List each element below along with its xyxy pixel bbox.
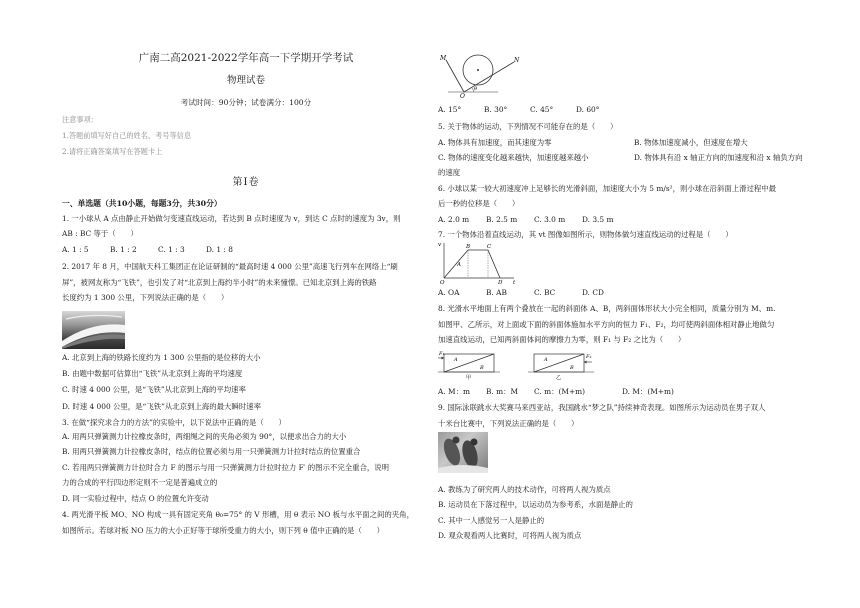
q6-option: D. 3.5 m bbox=[582, 215, 614, 224]
q8-option: D. M：(M+m) bbox=[622, 387, 674, 396]
inclines-figure-jia bbox=[438, 346, 500, 380]
q4-stem: 如图所示。若球对板 NO 压力的大小正好等于球所受重力的大小，则下列 θ 值中正确的是（ ） bbox=[62, 526, 385, 535]
fig-label-a: A bbox=[544, 357, 548, 363]
q2-option: B. 由题中数据可估算出“飞铁”从北京到上海的平均速度 bbox=[62, 369, 243, 378]
fig-label-m: M bbox=[440, 55, 447, 62]
q7-options bbox=[438, 288, 630, 298]
q6-option: C. 3.0 m bbox=[534, 215, 566, 224]
fig-label-f2: F₂ bbox=[586, 354, 592, 360]
part-heading: 第Ⅰ卷 bbox=[232, 177, 260, 188]
q1-stem: 1. 一小球从 A 点由静止开始做匀变速直线运动，若达到 B 点时速度为 v，到达 C 点时的速度为 3v，则 bbox=[62, 214, 401, 223]
q5-stem: 5. 关于物体的运动，下列情况不可能存在的是（ ） bbox=[438, 122, 618, 131]
q1-option: D. 1 : 8 bbox=[206, 245, 233, 254]
q9-option: A. 教练为了研究两人的技术动作，可将两人视为质点 bbox=[438, 485, 611, 494]
section-heading: 一、单选题（共10小题，每题3分，共30分） bbox=[62, 199, 222, 208]
q1-stem: AB : BC 等于（ ） bbox=[62, 229, 138, 238]
q2-option: D. 时速 4 000 公里，是“飞铁”从北京到上海的最大瞬时速率 bbox=[62, 402, 261, 411]
exam-title: 广南二高2021-2022学年高一下学期开学考试 bbox=[138, 52, 354, 64]
q5-option: A. 物体具有加速度，而其速度为零 bbox=[438, 138, 552, 147]
fig-label-n: N bbox=[514, 57, 520, 64]
q2-option: A. 北京到上海的铁路长度约为 1 300 公里指的是位移的大小 bbox=[62, 353, 261, 362]
q7-option: B. AB bbox=[486, 288, 507, 297]
fig-label-o: O bbox=[460, 93, 465, 98]
note-item: 2.请将正确答案填写在答题卡上 bbox=[62, 147, 163, 156]
q8-stem: 8. 光滑水平地面上有两个叠放在一起的斜面体 A、B，两斜面体形状大小完全相同，质量分别为 M、m. bbox=[438, 304, 776, 313]
vt-graph-figure bbox=[438, 240, 518, 284]
fig-label-t: t bbox=[513, 280, 516, 284]
diving-image bbox=[438, 432, 488, 473]
fig-label-d: D bbox=[498, 280, 503, 284]
q3-stem: 3. 在做“探究求合力的方法”的实验中，以下说法中正确的是（ ） bbox=[62, 418, 286, 427]
q3-option: D. 同一实验过程中，结点 O 的位置允许变动 bbox=[62, 494, 209, 503]
q2-stem: 2. 2017 年 8 月，中国航天科工集团正在论证研制的“最高时速 4 000 公里”高速飞行列车在网络上“刷 bbox=[62, 262, 398, 271]
exam-meta: 考试时间：90分钟；试卷满分：100分 bbox=[180, 98, 312, 107]
q8-options bbox=[438, 387, 674, 397]
q5-option: C. 物体的速度变化越来越快，加速度越来越小 bbox=[438, 153, 589, 162]
fig-label-c: C bbox=[487, 244, 492, 250]
q9-option: C. 其中一人感觉另一人是静止的 bbox=[438, 516, 545, 525]
q1-option: A. 1 : 5 bbox=[62, 245, 89, 254]
notes-heading: 注意事项： bbox=[62, 115, 98, 124]
q8-stem: 加速直线运动，已知两斜面体间的摩擦力为零，则 F₁ 与 F₂ 之比为（ ） bbox=[438, 335, 686, 344]
fig-label-b: B bbox=[570, 365, 574, 371]
q8-stem: 如图甲、乙所示，对上面或下面的斜面体施加水平方向的恒力 F₁、F₂，均可使两斜面体相对静止地做匀 bbox=[438, 320, 775, 329]
q6-options bbox=[438, 215, 630, 225]
q5-option: D. 物体具有沿 x 轴正方向的加速度和沿 x 轴负方向 bbox=[634, 153, 803, 162]
q9-stem: 十米台比赛中，下列说法正确的是（ ） bbox=[438, 419, 579, 428]
q1-options bbox=[62, 245, 254, 255]
fig-label-f1: F₁ bbox=[439, 351, 445, 357]
q3-option: 力的合成的平行四边形定则不一定是普遍成立的 bbox=[62, 478, 218, 487]
fig-label-theta: θ bbox=[474, 86, 478, 92]
q5-option: B. 物体加速度减小，但速度在增大 bbox=[634, 138, 748, 147]
v-groove-figure bbox=[438, 52, 520, 98]
note-item: 1.答题前填写好自己的姓名、考号等信息 bbox=[62, 131, 192, 140]
fig-label-b: B bbox=[480, 365, 484, 371]
q4-stem: 4. 两光滑平板 MO、NO 构成一具有固定夹角 θ₀=75° 的 V 形槽，用 θ 表示 NO 板与水平面之间的夹角， bbox=[62, 510, 414, 519]
q4-option: A. 15° bbox=[438, 105, 462, 114]
fig-label-b: B bbox=[466, 244, 471, 250]
q3-option: B. 用两只弹簧测力计拉橡皮条时，结点的位置必须与用一只弹簧测力计拉时结点的位置重合 bbox=[62, 447, 361, 456]
q7-stem: 7. 一个物体沿着直线运动，其 vt 图像如图所示，则物体做匀速直线运动的过程是（ ） bbox=[438, 230, 733, 239]
q8-option: C. m：(M+m) bbox=[534, 387, 586, 396]
exam-subtitle: 物理试卷 bbox=[226, 75, 265, 86]
q5-options-row bbox=[438, 153, 803, 163]
q9-stem: 9. 国际泳联跳水大奖赛马来西亚站，我国跳水“梦之队”持续神奇表现。如图所示为运动员在男子双人 bbox=[438, 403, 766, 412]
fig-label-jia: 甲 bbox=[466, 375, 472, 380]
q4-option: B. 30° bbox=[484, 105, 508, 114]
fig-label-a: A bbox=[457, 262, 461, 268]
q7-option: A. OA bbox=[438, 288, 460, 297]
train-image bbox=[62, 311, 125, 349]
q9-option: D. 观众观看两人比赛时，可将两人视为质点 bbox=[438, 531, 582, 540]
fig-label-a: A bbox=[454, 357, 458, 363]
inclines-figure-yi bbox=[528, 346, 594, 380]
fig-label-o: O bbox=[440, 280, 445, 284]
q2-option: C. 时速 4 000 公里，是“飞铁”从北京到上海的平均速率 bbox=[62, 385, 246, 394]
q4-option: D. 60° bbox=[576, 105, 600, 114]
q5-option-cont: 的速度 bbox=[438, 168, 461, 177]
q6-option: B. 2.5 m bbox=[486, 215, 518, 224]
q2-stem: 长度约为 1 300 公里，下列说法正确的是（ ） bbox=[62, 293, 229, 302]
q6-option: A. 2.0 m bbox=[438, 215, 470, 224]
q7-option: C. BC bbox=[534, 288, 556, 297]
q3-option: A. 用两只弹簧测力计拉橡皮条时，两细绳之间的夹角必须为 90°，以便求出合力的大小 bbox=[62, 432, 347, 441]
q9-option: B. 运动员在下落过程中，以运动员为参考系，水面是静止的 bbox=[438, 500, 633, 509]
q3-option: C. 若用两只弹簧测力计拉时合力 F 的图示与用一只弹簧测力计拉时拉力 F′ 的图示不完全重合，说明 bbox=[62, 463, 390, 472]
fig-label-v: v bbox=[438, 242, 442, 248]
q2-stem: 屏”，被网友称为“飞铁”，也引发了对“北京到上海约半小时”的未来憧憬。已知北京到上海的铁路 bbox=[62, 278, 377, 287]
q6-stem: 6. 小球以某一较大初速度冲上足够长的光滑斜面，加速度大小为 5 m/s²，则小球在沿斜面上滑过程中最 bbox=[438, 184, 777, 193]
q4-options bbox=[438, 105, 622, 115]
q8-option: A. M：m bbox=[438, 387, 471, 396]
q7-option: D. CD bbox=[582, 288, 604, 297]
fig-label-yi: 乙 bbox=[556, 375, 562, 380]
q6-stem: 后一秒的位移是（ ） bbox=[438, 199, 520, 208]
q5-options-row bbox=[438, 138, 748, 148]
q4-option: C. 45° bbox=[530, 105, 554, 114]
q1-option: B. 1 : 2 bbox=[110, 245, 137, 254]
q8-option: B. m：M bbox=[486, 387, 519, 396]
train-photo bbox=[62, 311, 125, 349]
diving-photo bbox=[438, 432, 488, 473]
q1-option: C. 1 : 3 bbox=[158, 245, 185, 254]
